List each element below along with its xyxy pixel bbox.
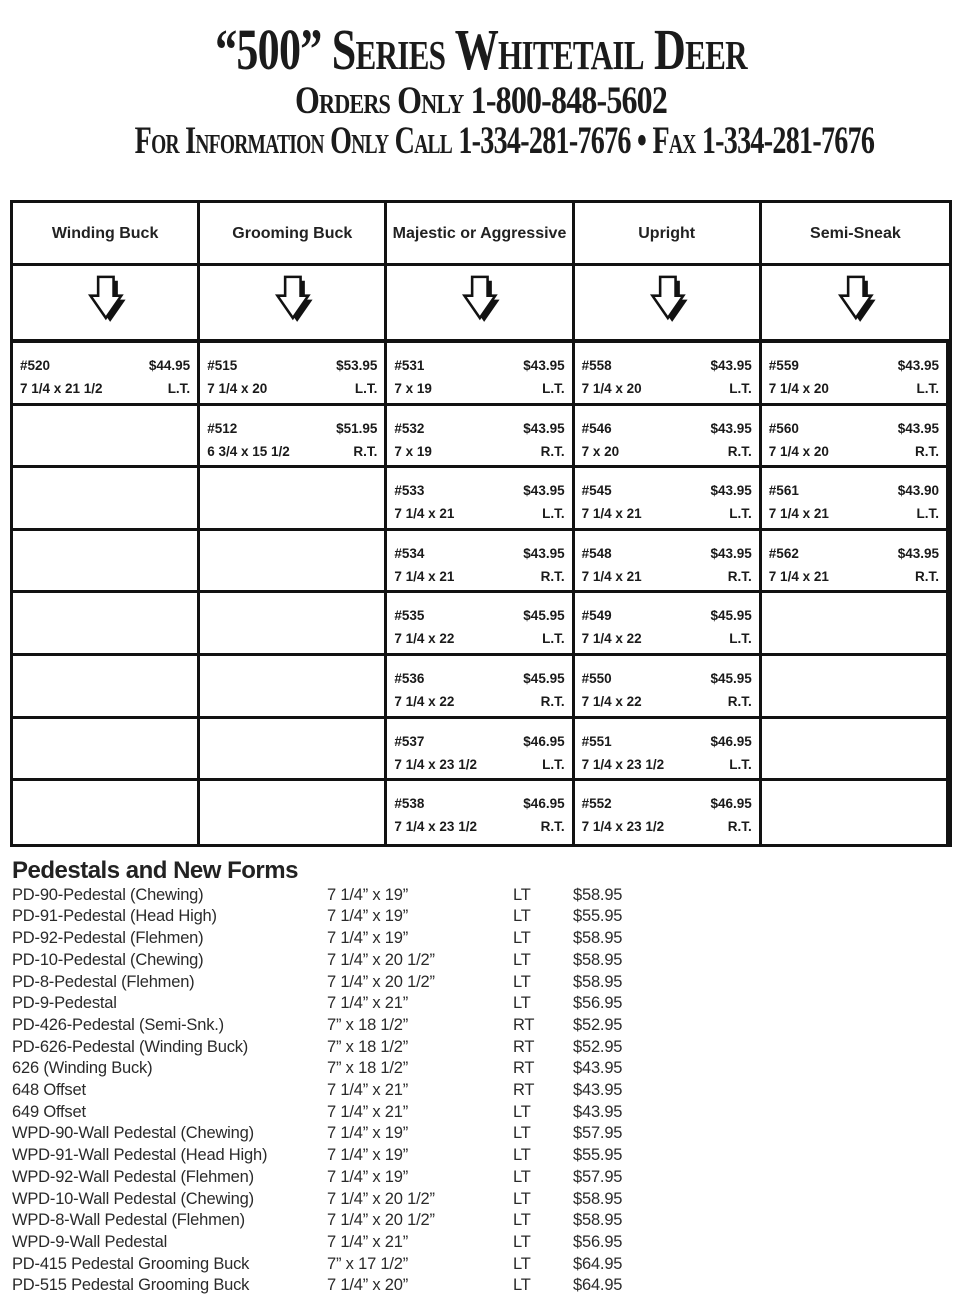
form-cell-line (394, 730, 564, 753)
form-cell-line (769, 565, 939, 588)
form-cell-line (20, 377, 190, 400)
pedestal-size: 7 1/4” x 19” (327, 1124, 409, 1143)
arrow-cell (200, 266, 387, 343)
form-cell-line (394, 479, 564, 502)
form-cell (387, 781, 574, 844)
item-turn: R.T. (727, 568, 752, 584)
form-cell-line (582, 730, 752, 753)
pedestal-price: $52.95 (573, 1037, 623, 1056)
item-turn: L.T. (729, 756, 752, 772)
form-cell-line (207, 440, 377, 463)
pedestal-price: $52.95 (573, 1015, 623, 1034)
item-number: #538 (394, 796, 425, 812)
form-cell (13, 593, 200, 656)
pedestal-price: $43.95 (573, 1102, 623, 1121)
item-number: #559 (768, 358, 799, 373)
item-price: $43.95 (523, 483, 565, 499)
pedestal-price: $58.95 (573, 929, 623, 948)
item-turn: L.T. (542, 381, 565, 396)
form-cell-line (394, 565, 564, 588)
pedestal-row (12, 1102, 952, 1124)
form-cell (200, 719, 387, 782)
item-size: 7 1/4 x 20 (768, 381, 829, 396)
item-turn: L.T. (542, 506, 565, 522)
form-cell (13, 343, 200, 406)
item-turn: L.T. (916, 506, 939, 522)
form-cell (387, 531, 574, 594)
pedestal-turn: RT (513, 1015, 535, 1034)
form-cell-line (394, 690, 564, 713)
form-cell (200, 531, 387, 594)
column-header-semi-sneak: Semi-Sneak (762, 203, 949, 266)
item-price: $46.95 (523, 796, 565, 812)
pedestal-name: 626 (Winding Buck) (12, 1059, 153, 1078)
pedestal-turn: LT (513, 994, 531, 1013)
pedestals-list (12, 885, 952, 1296)
item-price: $45.95 (523, 670, 565, 686)
form-cell-line (582, 479, 752, 502)
item-price: $45.95 (710, 608, 752, 624)
form-cell (200, 593, 387, 656)
pedestal-turn: LT (513, 1146, 531, 1165)
item-price: $43.95 (897, 545, 939, 561)
down-arrow-icon (268, 274, 316, 331)
item-number: #520 (20, 358, 51, 373)
pedestal-row (12, 1232, 952, 1254)
pedestal-row (12, 972, 952, 994)
pedestal-turn: LT (513, 1276, 531, 1295)
item-price: $43.95 (897, 358, 939, 373)
item-size: 7 1/4 x 23 1/2 (394, 756, 477, 772)
form-cell (13, 781, 200, 844)
pedestal-name: PD-9-Pedestal (12, 994, 117, 1013)
item-turn: R.T. (914, 568, 939, 584)
pedestal-name: PD-10-Pedestal (Chewing) (12, 950, 204, 969)
item-size: 7 1/4 x 22 (581, 631, 642, 647)
form-cell-line (394, 502, 564, 525)
pedestal-turn: LT (513, 1211, 531, 1230)
down-arrow-icon (831, 274, 879, 331)
pedestal-size: 7 1/4” x 19” (327, 885, 409, 904)
item-number: #546 (581, 420, 612, 436)
form-cell (762, 781, 949, 844)
form-cell-line (20, 354, 190, 377)
pedestal-size: 7 1/4” x 21” (327, 1233, 409, 1251)
form-cell-line (769, 417, 939, 440)
form-cell (762, 593, 949, 656)
form-cell (762, 343, 949, 406)
pedestal-name: 648 Offset (12, 1081, 86, 1100)
form-cell-line (394, 815, 564, 838)
form-cell (575, 781, 762, 844)
form-cell (200, 656, 387, 719)
pedestal-name: PD-415 Pedestal Grooming Buck (12, 1254, 250, 1273)
item-size: 7 1/4 x 22 (394, 631, 455, 647)
form-cell (387, 468, 574, 531)
item-number: #560 (768, 420, 799, 436)
form-cell-line (582, 417, 752, 440)
item-turn: R.T. (914, 443, 939, 459)
item-size: 7 1/4 x 21 (768, 568, 829, 584)
pedestal-name: PD-626-Pedestal (Winding Buck) (12, 1037, 249, 1056)
item-turn: L.T. (167, 381, 191, 396)
item-number: #537 (394, 733, 425, 749)
form-cell (387, 406, 574, 469)
form-cell-line (769, 440, 939, 463)
pedestal-size: 7 1/4” x 19” (327, 1167, 409, 1186)
pedestal-turn: LT (513, 1167, 531, 1186)
form-cell-line (582, 542, 752, 565)
item-number: #551 (581, 733, 612, 749)
form-cell-line (394, 417, 564, 440)
form-cell-line (207, 354, 377, 377)
form-cell-line (582, 502, 752, 525)
item-price: $43.95 (710, 545, 752, 561)
pedestal-price: $64.95 (573, 1276, 623, 1295)
pedestal-row (12, 906, 952, 928)
item-turn: L.T. (542, 631, 565, 647)
form-cell-line (769, 354, 939, 377)
pedestal-row (12, 1058, 952, 1080)
pedestal-row (12, 1254, 952, 1276)
form-cell-line (769, 479, 939, 502)
form-cell (13, 656, 200, 719)
item-price: $43.95 (523, 358, 565, 373)
pedestal-size: 7” x 18 1/2” (327, 1037, 409, 1056)
form-cell-line (582, 440, 752, 463)
item-price: $53.95 (336, 358, 378, 373)
form-cell-line (769, 502, 939, 525)
form-cell-line (582, 627, 752, 650)
pedestals-section (12, 857, 952, 1296)
form-cell (387, 343, 574, 406)
pedestal-row (12, 993, 952, 1015)
pedestal-turn: LT (513, 1254, 531, 1273)
item-size: 7 1/4 x 20 (768, 443, 829, 459)
pedestal-size: 7 1/4” x 19” (327, 907, 409, 926)
item-price: $43.95 (710, 358, 752, 373)
info-fax-line: For Information Only Call 1-334-281-7676 • Fax 1-334-281-7676 (134, 119, 875, 162)
item-turn: R.T. (727, 819, 752, 835)
item-size: 7 1/4 x 22 (394, 693, 455, 709)
item-turn: R.T. (540, 693, 565, 709)
item-turn: L.T. (729, 381, 752, 396)
pedestal-price: $58.95 (573, 1211, 623, 1230)
form-cell-line (582, 815, 752, 838)
form-cell (387, 719, 574, 782)
item-number: #534 (394, 545, 425, 561)
arrow-cell (13, 266, 200, 343)
item-size: 6 3/4 x 15 1/2 (207, 443, 290, 459)
form-cell-line (394, 792, 564, 815)
pedestal-price: $58.95 (573, 1189, 623, 1208)
form-cell (200, 468, 387, 531)
arrow-cell (575, 266, 762, 343)
form-cell-line (394, 627, 564, 650)
item-number: #550 (581, 670, 612, 686)
form-cell-line (582, 604, 752, 627)
pedestal-size: 7 1/4” x 21” (327, 1102, 409, 1121)
down-arrow-icon (643, 274, 691, 331)
pedestals-title: Pedestals and New Forms (12, 856, 298, 884)
item-number: #562 (768, 545, 799, 561)
item-size: 7 1/4 x 21 (581, 506, 642, 522)
item-price: $43.95 (710, 483, 752, 499)
item-number: #548 (581, 545, 612, 561)
item-size: 7 x 19 (394, 443, 432, 459)
item-price: $44.95 (148, 358, 191, 373)
form-cell-line (394, 667, 564, 690)
forms-table-body (13, 343, 949, 844)
form-cell (575, 406, 762, 469)
pedestal-row (12, 928, 952, 950)
item-number: #545 (581, 483, 612, 499)
pedestal-turn: RT (513, 1037, 535, 1056)
form-cell-line (582, 690, 752, 713)
pedestal-row (12, 1123, 952, 1145)
page-title: “500” Series Whitetail Deer (215, 17, 747, 82)
form-cell-line (769, 377, 939, 400)
form-cell-line (394, 542, 564, 565)
item-size: 7 1/4 x 23 1/2 (581, 819, 665, 835)
form-cell (13, 531, 200, 594)
form-cell-line (582, 354, 752, 377)
pedestal-price: $58.95 (573, 885, 623, 904)
pedestal-size: 7 1/4” x 21” (327, 994, 409, 1013)
item-number: #536 (394, 670, 425, 686)
pedestal-size: 7” x 18 1/2” (327, 1059, 409, 1078)
form-cell-line (582, 377, 752, 400)
form-cell-line (394, 354, 564, 377)
pedestal-row (12, 1080, 952, 1102)
form-cell (575, 343, 762, 406)
item-number: #535 (394, 608, 425, 624)
column-header-upright: Upright (575, 203, 762, 266)
down-arrow-icon (455, 274, 503, 331)
item-number: #549 (581, 608, 612, 624)
down-arrow-icon (81, 274, 129, 331)
form-cell (13, 468, 200, 531)
item-price: $46.95 (710, 796, 752, 812)
pedestal-price: $58.95 (573, 972, 623, 991)
item-number: #515 (207, 358, 238, 373)
form-cell (200, 781, 387, 844)
arrow-cell (387, 266, 574, 343)
pedestal-price: $57.95 (573, 1167, 623, 1186)
item-price: $45.95 (710, 670, 752, 686)
item-number: #552 (581, 796, 612, 812)
pedestal-turn: LT (513, 1124, 531, 1143)
form-cell (575, 468, 762, 531)
pedestal-row (12, 1189, 952, 1211)
pedestal-price: $56.95 (573, 1233, 623, 1251)
item-price: $45.95 (523, 608, 565, 624)
column-header-majestic: Majestic or Aggressive (387, 203, 574, 266)
pedestal-price: $57.95 (573, 1124, 623, 1143)
form-cell-line (394, 377, 564, 400)
item-price: $46.95 (523, 733, 565, 749)
form-cell-line (582, 753, 752, 776)
pedestal-turn: LT (513, 907, 531, 926)
pedestal-turn: LT (513, 1233, 531, 1251)
item-price: $43.95 (897, 420, 939, 436)
pedestal-name: WPD-91-Wall Pedestal (Head High) (12, 1146, 268, 1165)
form-cell-line (207, 417, 377, 440)
masthead (0, 0, 962, 160)
pedestal-name: WPD-10-Wall Pedestal (Chewing) (12, 1189, 254, 1208)
item-number: #558 (581, 358, 612, 373)
pedestal-turn: LT (513, 950, 531, 969)
pedestal-turn: LT (513, 929, 531, 948)
item-turn: L.T. (729, 631, 752, 647)
item-number: #533 (394, 483, 425, 499)
pedestal-size: 7 1/4” x 19” (327, 929, 409, 948)
forms-table-header-row (13, 203, 949, 266)
pedestal-row (12, 1015, 952, 1037)
form-cell (575, 719, 762, 782)
pedestal-name: PD-8-Pedestal (Flehmen) (12, 972, 195, 991)
pedestal-name: WPD-9-Wall Pedestal (12, 1233, 168, 1251)
pedestal-name: PD-90-Pedestal (Chewing) (12, 885, 204, 904)
form-cell (575, 593, 762, 656)
pedestal-size: 7 1/4” x 21” (327, 1081, 409, 1100)
item-number: #512 (207, 420, 238, 436)
pedestal-name: WPD-8-Wall Pedestal (Flehmen) (12, 1211, 245, 1230)
item-price: $43.95 (523, 545, 565, 561)
item-turn: R.T. (540, 443, 565, 459)
form-cell (762, 531, 949, 594)
item-number: #561 (768, 483, 799, 499)
pedestal-turn: LT (513, 885, 531, 904)
item-turn: L.T. (542, 756, 565, 772)
item-size: 7 1/4 x 21 (394, 568, 455, 584)
pedestal-turn: RT (513, 1081, 535, 1100)
form-cell-line (207, 377, 377, 400)
form-cell (200, 343, 387, 406)
column-header-grooming-buck: Grooming Buck (200, 203, 387, 266)
form-cell-line (769, 542, 939, 565)
pedestal-size: 7 1/4” x 20 1/2” (327, 972, 435, 991)
form-cell (200, 406, 387, 469)
pedestal-price: $64.95 (573, 1254, 623, 1273)
item-turn: L.T. (729, 506, 752, 522)
item-number: #532 (394, 420, 425, 436)
pedestal-size: 7 1/4” x 20 1/2” (327, 950, 435, 969)
pedestal-name: 649 Offset (12, 1102, 86, 1121)
item-size: 7 x 20 (581, 443, 620, 459)
item-turn: R.T. (540, 568, 565, 584)
item-size: 7 1/4 x 23 1/2 (581, 756, 665, 772)
column-header-winding-buck: Winding Buck (13, 203, 200, 266)
pedestal-size: 7 1/4” x 19” (327, 1146, 409, 1165)
item-size: 7 1/4 x 20 (207, 381, 268, 396)
item-price: $43.95 (523, 420, 565, 436)
form-cell-line (582, 792, 752, 815)
item-price: $43.95 (710, 420, 752, 436)
item-price: $51.95 (336, 420, 378, 436)
item-turn: R.T. (727, 443, 752, 459)
pedestal-row (12, 1145, 952, 1167)
pedestal-turn: RT (513, 1059, 535, 1078)
form-cell (762, 719, 949, 782)
item-price: $46.95 (710, 733, 752, 749)
pedestal-size: 7 1/4” x 20” (327, 1276, 409, 1295)
form-cell (575, 531, 762, 594)
pedestal-row (12, 1210, 952, 1232)
pedestal-row (12, 885, 952, 907)
form-cell-line (394, 440, 564, 463)
form-cell (762, 468, 949, 531)
orders-phone-line: Orders Only 1-800-848-5602 (294, 79, 668, 122)
pedestal-price: $55.95 (573, 1146, 623, 1165)
pedestal-row (12, 1037, 952, 1059)
pedestal-name: WPD-92-Wall Pedestal (Flehmen) (12, 1167, 254, 1186)
form-cell (13, 406, 200, 469)
forms-price-table (10, 200, 952, 847)
form-cell-line (394, 753, 564, 776)
item-size: 7 1/4 x 21 (768, 506, 829, 522)
item-size: 7 1/4 x 21 1/2 (20, 381, 103, 396)
item-turn: L.T. (354, 381, 378, 396)
pedestal-row (12, 1275, 952, 1296)
pedestal-name: PD-91-Pedestal (Head High) (12, 907, 217, 926)
forms-table-arrow-row (13, 266, 949, 343)
pedestal-price: $43.95 (573, 1059, 623, 1078)
form-cell (13, 719, 200, 782)
form-cell (762, 406, 949, 469)
pedestal-row (12, 1167, 952, 1189)
pedestal-name: PD-92-Pedestal (Flehmen) (12, 929, 204, 948)
pedestal-name: PD-515 Pedestal Grooming Buck (12, 1276, 250, 1295)
item-turn: L.T. (916, 381, 939, 396)
form-cell (387, 656, 574, 719)
form-cell-line (394, 604, 564, 627)
pedestal-price: $55.95 (573, 907, 623, 926)
item-number: #531 (394, 358, 425, 373)
pedestal-size: 7 1/4” x 20 1/2” (327, 1189, 435, 1208)
item-size: 7 x 19 (394, 381, 432, 396)
form-cell-line (582, 565, 752, 588)
pedestal-row (12, 950, 952, 972)
pedestal-turn: LT (513, 972, 531, 991)
form-cell-line (582, 667, 752, 690)
pedestal-price: $56.95 (573, 994, 623, 1013)
pedestal-turn: LT (513, 1189, 531, 1208)
item-turn: R.T. (353, 443, 378, 459)
form-cell (575, 656, 762, 719)
item-turn: R.T. (727, 693, 752, 709)
item-size: 7 1/4 x 21 (581, 568, 642, 584)
item-size: 7 1/4 x 23 1/2 (394, 819, 477, 835)
pedestal-size: 7” x 17 1/2” (327, 1254, 409, 1273)
pedestal-size: 7 1/4” x 20 1/2” (327, 1211, 435, 1230)
pedestal-price: $58.95 (573, 950, 623, 969)
pedestal-name: PD-426-Pedestal (Semi-Snk.) (12, 1015, 224, 1034)
item-size: 7 1/4 x 20 (581, 381, 642, 396)
item-size: 7 1/4 x 22 (581, 693, 642, 709)
pedestal-turn: LT (513, 1102, 531, 1121)
item-price: $43.90 (897, 483, 939, 499)
item-size: 7 1/4 x 21 (394, 506, 455, 522)
pedestal-size: 7” x 18 1/2” (327, 1015, 409, 1034)
item-turn: R.T. (540, 819, 565, 835)
pedestal-price: $43.95 (573, 1081, 623, 1100)
form-cell (762, 656, 949, 719)
form-cell (387, 593, 574, 656)
pedestal-name: WPD-90-Wall Pedestal (Chewing) (12, 1124, 254, 1143)
arrow-cell (762, 266, 949, 343)
